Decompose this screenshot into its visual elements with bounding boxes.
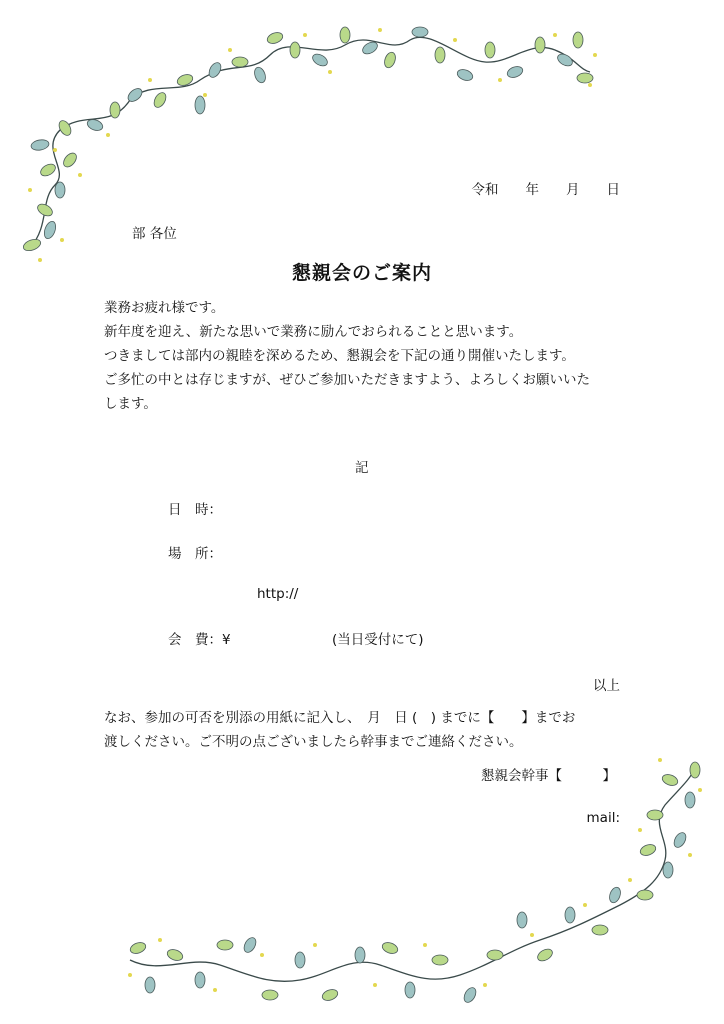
notice-line-1: なお、参加の可否を別添の用紙に記入し、 月 日 ( ) までに【 】までお [104, 710, 576, 726]
closing-word: 以上 [593, 678, 620, 694]
greeting-line-2: 新年度を迎え、新たな思いで業務に励んでおられることと思います。 [104, 324, 523, 340]
url-text: http:// [257, 586, 299, 602]
record-heading: 記 [355, 460, 369, 476]
datetime-label: 日 時： [168, 502, 222, 518]
notice-line-2: 渡しください。ご不明の点ございましたら幹事までご連絡ください。 [104, 734, 523, 750]
fee-note: (当日受付にて) [332, 632, 424, 648]
greeting-line-1: 業務お疲れ様です。 [104, 300, 225, 316]
greeting-line-4: ご多忙の中とは存じますが、ぜひご参加いただきますよう、よろしくお願いいた [104, 372, 590, 388]
organizer-line: 懇親会幹事【 】 [481, 768, 616, 784]
greeting-line-3: つきましては部内の親睦を深めるため、懇親会を下記の通り開催いたします。 [104, 348, 575, 364]
place-label: 場 所： [168, 546, 222, 562]
fee-label: 会 費：¥ [168, 632, 231, 648]
page-title: 懇親会のご案内 [291, 262, 432, 284]
greeting-line-5: します。 [104, 396, 157, 412]
date-line: 令和 年 月 日 [471, 182, 620, 198]
recipient-line: 部 各位 [132, 226, 177, 242]
mail-line: mail: [586, 810, 620, 826]
